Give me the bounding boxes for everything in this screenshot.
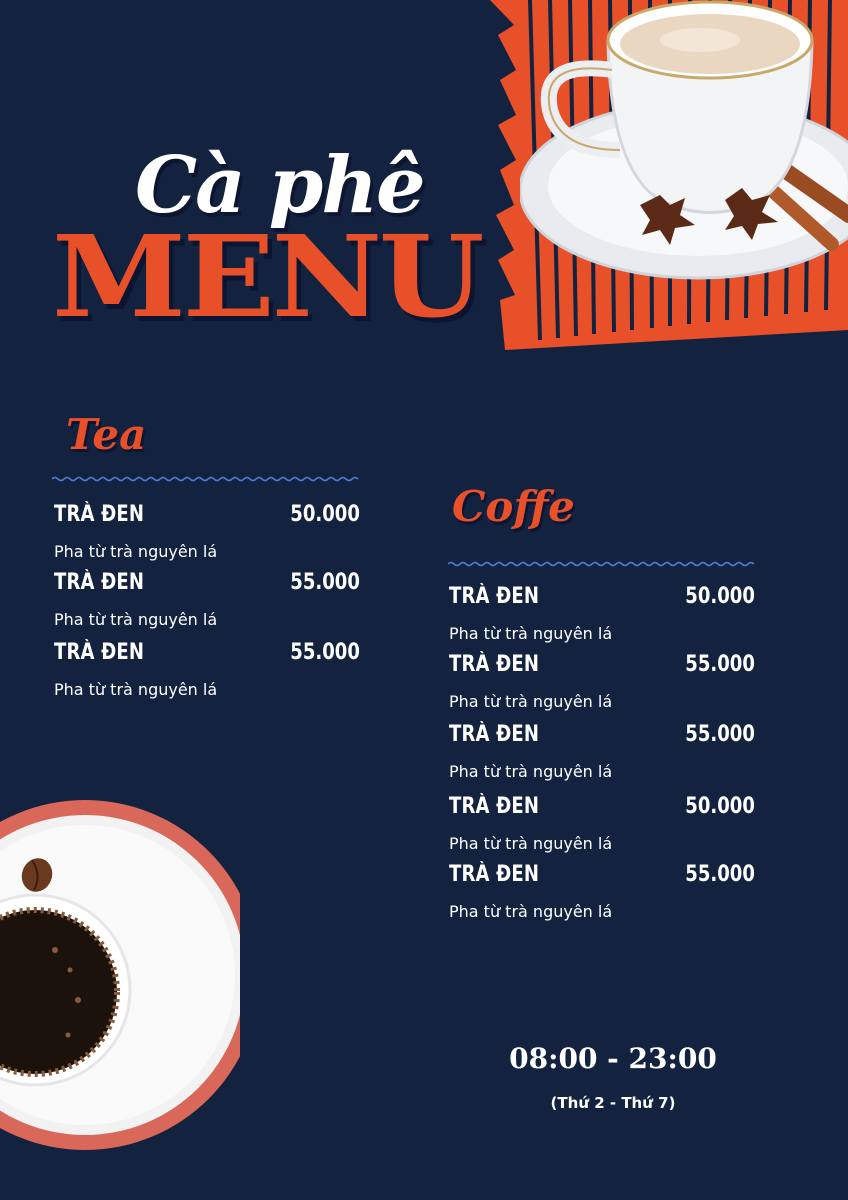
opening-hours: 08:00 - 23:00 (509, 1042, 717, 1075)
tea-item-price: 55.000 (290, 570, 360, 595)
coffee-item-desc: Pha từ trà nguyên lá (449, 834, 613, 853)
coffee-item-desc: Pha từ trà nguyên lá (449, 902, 613, 921)
coffee-item-price: 55.000 (685, 862, 755, 887)
opening-days: (Thứ 2 - Thứ 7) (550, 1094, 676, 1112)
coffee-item-name: TRÀ ĐEN (449, 862, 540, 887)
tea-item-price: 55.000 (290, 640, 360, 665)
coffee-item-name: TRÀ ĐEN (449, 652, 540, 677)
coffee-item-price: 50.000 (685, 794, 755, 819)
tea-wave-divider (52, 475, 360, 483)
coffee-item-desc: Pha từ trà nguyên lá (449, 692, 613, 711)
tea-item-desc: Pha từ trà nguyên lá (54, 542, 218, 561)
coffee-item-price: 50.000 (685, 584, 755, 609)
tea-section-title: Tea (66, 410, 147, 459)
menu-title: MENU (52, 212, 482, 343)
tea-item-name: TRÀ ĐEN (54, 570, 145, 595)
tea-item-name: TRÀ ĐEN (54, 502, 145, 527)
tea-item-desc: Pha từ trà nguyên lá (54, 610, 218, 629)
coffee-item-desc: Pha từ trà nguyên lá (449, 624, 613, 643)
tea-item-name: TRÀ ĐEN (54, 640, 145, 665)
espresso-cup-photo (0, 800, 240, 1160)
coffee-item-price: 55.000 (685, 722, 755, 747)
cafe-script-title: Cà phê (135, 140, 424, 231)
coffee-item-name: TRÀ ĐEN (449, 794, 540, 819)
coffee-item-desc: Pha từ trà nguyên lá (449, 762, 613, 781)
tea-item-price: 50.000 (290, 502, 360, 527)
coffee-item-name: TRÀ ĐEN (449, 722, 540, 747)
coffee-section-title: Coffe (452, 482, 575, 531)
coffee-item-price: 55.000 (685, 652, 755, 677)
tea-item-desc: Pha từ trà nguyên lá (54, 680, 218, 699)
cappuccino-cup-photo (520, 0, 848, 300)
coffee-item-name: TRÀ ĐEN (449, 584, 540, 609)
coffee-wave-divider (448, 560, 756, 568)
